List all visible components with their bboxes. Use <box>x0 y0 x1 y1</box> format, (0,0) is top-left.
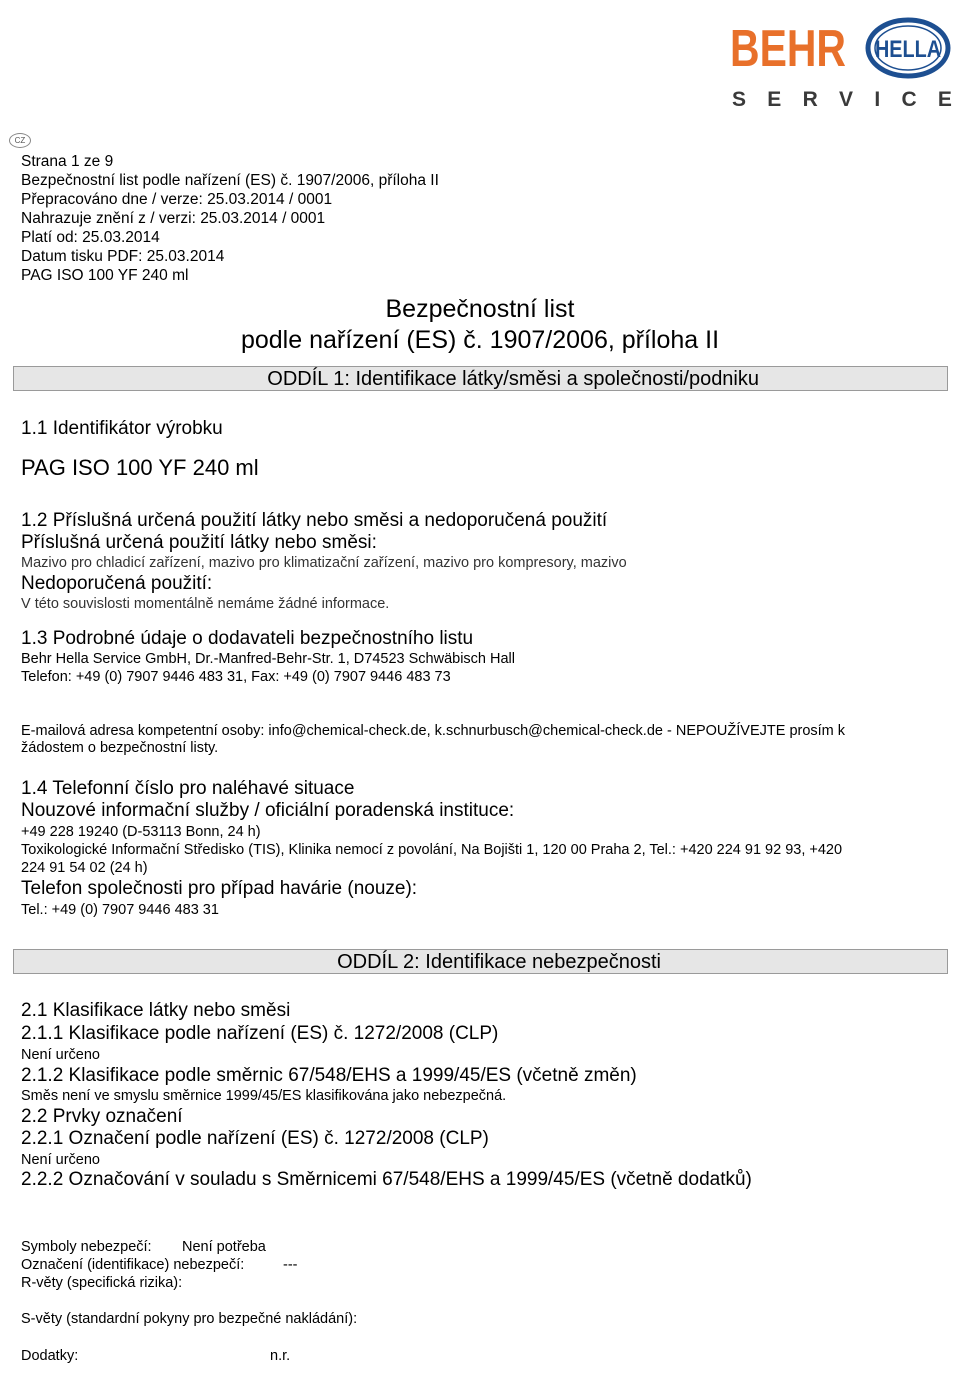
hella-logo-text: HELLA <box>875 36 941 63</box>
hazard-marking-label: Označení (identifikace) nebezpečí: <box>21 1257 245 1273</box>
regulation-ref: Bezpečnostní list podle nařízení (ES) č. 1907/2006, příloha II <box>21 172 439 189</box>
supplier-address: Behr Hella Service GmbH, Dr.-Manfred-Behr-Str. 1, D74523 Schwäbisch Hall <box>21 651 515 667</box>
s-phrases-label: S-věty (standardní pokyny pro bezpečné nakládání): <box>21 1311 358 1327</box>
not-recommended-uses: V této souvislosti momentálně nemáme žádné informace. <box>21 596 390 612</box>
heading-2-2-2: 2.2.2 Označování v souladu s Směrnicemi 67/548/EHS a 1999/45/ES (včetně dodatků) <box>21 1169 752 1190</box>
hazard-marking-value: --- <box>283 1257 298 1273</box>
document-title: Bezpečnostní list <box>385 295 575 323</box>
heading-1-2-not-recommended: Nedoporučená použití: <box>21 573 213 594</box>
page-number: Strana 1 ze 9 <box>21 153 114 170</box>
heading-1-2-uses: Příslušná určená použití látky nebo směsi: <box>21 532 377 553</box>
heading-1-1: 1.1 Identifikátor výrobku <box>21 418 223 439</box>
service-letter: I <box>874 88 881 111</box>
company-phone: Tel.: +49 (0) 7907 9446 483 31 <box>21 902 219 918</box>
heading-2-1: 2.1 Klasifikace látky nebo směsi <box>21 1000 291 1021</box>
service-letter: V <box>839 88 854 111</box>
service-wordmark <box>732 88 952 112</box>
hazard-symbols-value: Není potřeba <box>182 1239 266 1255</box>
service-letter: E <box>937 88 952 111</box>
emergency-tis: Toxikologické Informační Středisko (TIS), Klinika nemocí z povolání, Na Bojišti 1, 120 00 Praha 2, Tel.: +420 224 91 92 93, +420 <box>21 842 843 858</box>
heading-2-1-2: 2.1.2 Klasifikace podle směrnic 67/548/EHS a 1999/45/ES (včetně změn) <box>21 1065 637 1086</box>
document-subtitle: podle nařízení (ES) č. 1907/2006, příloha II <box>240 326 720 354</box>
service-letter: R <box>802 88 818 111</box>
emergency-tis-cont: 224 91 54 02 (24 h) <box>21 860 148 876</box>
r-phrases-label: R-věty (specifická rizika): <box>21 1275 183 1291</box>
replaces-version: Nahrazuje znění z / verzi: 25.03.2014 / 0001 <box>21 210 326 227</box>
heading-1-4-emergency: Nouzové informační služby / oficiální poradenská instituce: <box>21 800 515 821</box>
identified-uses: Mazivo pro chladicí zařízení, mazivo pro klimatizační zařízení, mazivo pro kompresory, mazivo <box>21 555 627 571</box>
section-1-title: ODDÍL 1: Identifikace látky/směsi a společnosti/podniku <box>267 368 759 390</box>
document-meta <box>21 152 439 285</box>
section-2-title: ODDÍL 2: Identifikace nebezpečnosti <box>337 951 661 973</box>
classification-clp: Není určeno <box>21 1047 100 1063</box>
hella-logo <box>866 18 950 78</box>
heading-1-3: 1.3 Podrobné údaje o dodavateli bezpečnostního listu <box>21 628 474 649</box>
behr-logo-text: BEHR <box>730 20 846 78</box>
product-ref: PAG ISO 100 YF 240 ml <box>21 267 189 284</box>
heading-2-2: 2.2 Prvky označení <box>21 1106 183 1127</box>
heading-1-4: 1.4 Telefonní číslo pro naléhavé situace <box>21 778 355 799</box>
heading-1-2: 1.2 Příslušná určená použití látky nebo směsi a nedoporučená použití <box>21 510 608 531</box>
contact-email: E-mailová adresa kompetentní osoby: info@chemical-check.de, k.schnurbusch@chemical-check.de - NEPOUŽÍVEJTE prosím k <box>21 723 846 739</box>
service-letter: C <box>901 88 917 111</box>
valid-from: Platí od: 25.03.2014 <box>21 229 160 246</box>
hazard-symbols-label: Symboly nebezpečí: <box>21 1239 152 1255</box>
additions-label: Dodatky: <box>21 1348 79 1364</box>
emergency-bonn: +49 228 19240 (D-53113 Bonn, 24 h) <box>21 824 261 840</box>
section-1-header <box>13 366 948 391</box>
classification-directive: Směs není ve smyslu směrnice 1999/45/ES klasifikována jako nebezpečná. <box>21 1088 507 1104</box>
behr-logo <box>730 20 848 78</box>
country-badge: CZ <box>9 133 31 148</box>
print-date: Datum tisku PDF: 25.03.2014 <box>21 248 225 265</box>
heading-2-2-1: 2.2.1 Označení podle nařízení (ES) č. 1272/2008 (CLP) <box>21 1128 489 1149</box>
service-letter: S <box>732 88 747 111</box>
contact-email-note: žádostem o bezpečnostní listy. <box>21 740 219 756</box>
revision-date: Přepracováno dne / verze: 25.03.2014 / 0001 <box>21 191 333 208</box>
supplier-phone: Telefon: +49 (0) 7907 9446 483 31, Fax: +49 (0) 7907 9446 483 73 <box>21 669 451 685</box>
additions-value: n.r. <box>270 1348 291 1364</box>
product-name: PAG ISO 100 YF 240 ml <box>21 455 259 480</box>
service-letter: E <box>767 88 782 111</box>
heading-1-4-company: Telefon společnosti pro případ havárie (nouze): <box>21 878 418 899</box>
labelling-clp: Není určeno <box>21 1152 100 1168</box>
heading-2-1-1: 2.1.1 Klasifikace podle nařízení (ES) č. 1272/2008 (CLP) <box>21 1023 499 1044</box>
section-2-header <box>13 949 948 974</box>
